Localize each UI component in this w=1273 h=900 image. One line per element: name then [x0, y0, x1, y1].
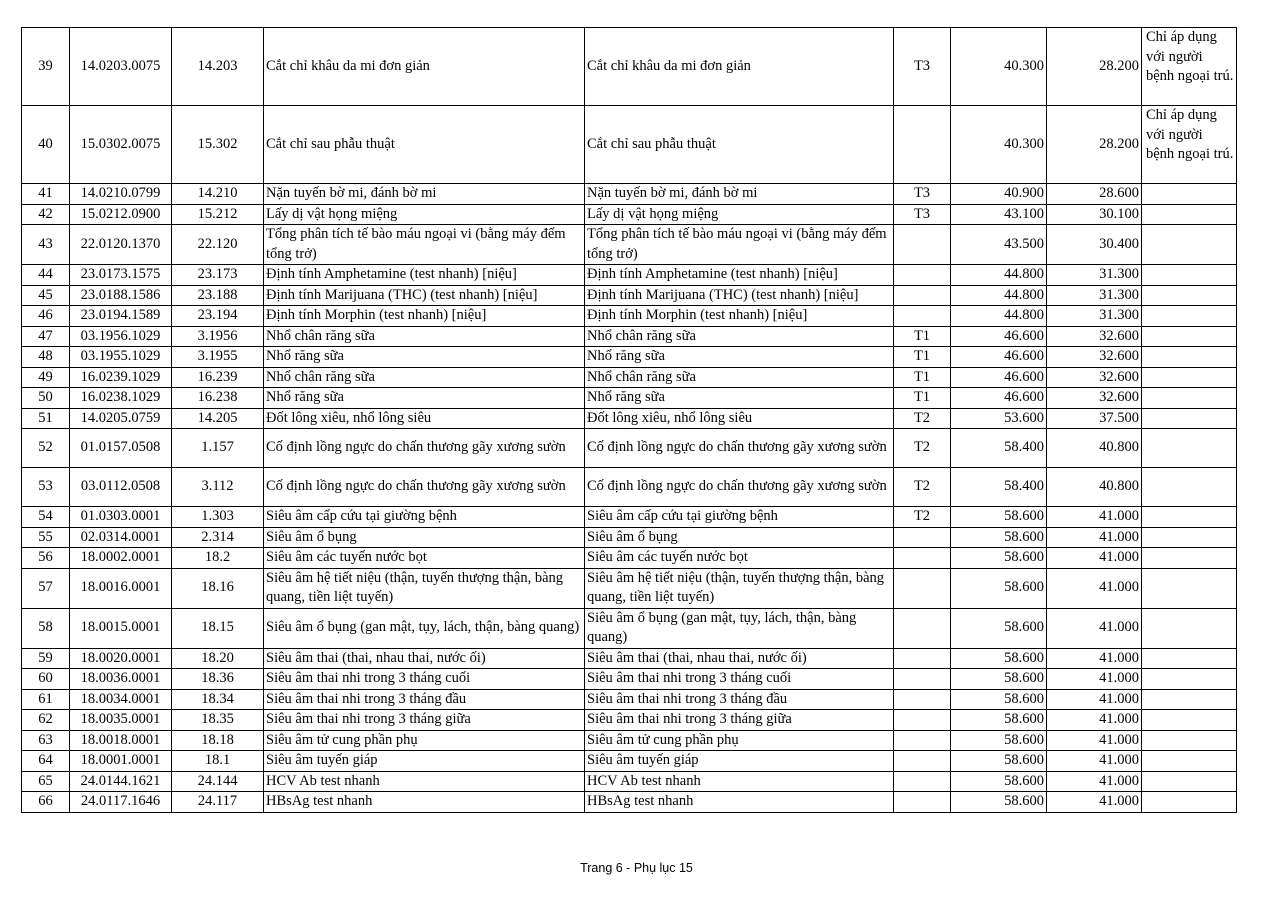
- service-code-cell: 18.0001.0001: [70, 751, 172, 772]
- service-name-approved-cell: Nhổ răng sữa: [585, 388, 894, 409]
- reference-code-cell: 16.238: [172, 388, 264, 409]
- category-cell: [894, 285, 951, 306]
- table-row: [22, 608, 1237, 648]
- row-number-cell: 43: [22, 225, 70, 265]
- note-cell: [1142, 548, 1237, 569]
- service-name-cell: HBsAg test nhanh: [264, 792, 585, 813]
- note-cell: [1142, 751, 1237, 772]
- price-reduced-cell: 41.000: [1047, 710, 1142, 731]
- row-number-cell: 60: [22, 669, 70, 690]
- service-code-cell: 18.0020.0001: [70, 648, 172, 669]
- service-code-cell: 23.0173.1575: [70, 265, 172, 286]
- service-name-cell: Nhổ chân răng sữa: [264, 367, 585, 388]
- category-cell: [894, 568, 951, 608]
- service-name-approved-cell: Nhổ chân răng sữa: [585, 367, 894, 388]
- row-number-cell: 66: [22, 792, 70, 813]
- service-name-approved-cell: Cắt chỉ sau phẫu thuật: [585, 106, 894, 184]
- note-cell: [1142, 285, 1237, 306]
- price-cell: 58.400: [951, 429, 1047, 468]
- reference-code-cell: 24.117: [172, 792, 264, 813]
- service-code-cell: 14.0210.0799: [70, 184, 172, 205]
- reference-code-cell: 16.239: [172, 367, 264, 388]
- category-cell: [894, 265, 951, 286]
- category-cell: T2: [894, 429, 951, 468]
- reference-code-cell: 23.194: [172, 306, 264, 327]
- service-name-approved-cell: Đốt lông xiêu, nhổ lông siêu: [585, 408, 894, 429]
- service-name-approved-cell: Siêu âm thai nhi trong 3 tháng giữa: [585, 710, 894, 731]
- note-cell: [1142, 608, 1237, 648]
- category-cell: T3: [894, 184, 951, 205]
- category-cell: T1: [894, 347, 951, 368]
- service-code-cell: 18.0036.0001: [70, 669, 172, 690]
- category-cell: [894, 225, 951, 265]
- reference-code-cell: 15.212: [172, 204, 264, 225]
- service-name-approved-cell: Siêu âm các tuyến nước bọt: [585, 548, 894, 569]
- table-row: [22, 568, 1237, 608]
- note-cell: Chỉ áp dụng với người bệnh ngoại trú.: [1142, 106, 1237, 184]
- service-code-cell: 18.0015.0001: [70, 608, 172, 648]
- price-reduced-cell: 41.000: [1047, 751, 1142, 772]
- table-row: [22, 751, 1237, 772]
- row-number-cell: 48: [22, 347, 70, 368]
- reference-code-cell: 18.36: [172, 669, 264, 690]
- row-number-cell: 44: [22, 265, 70, 286]
- table-row: [22, 306, 1237, 327]
- category-cell: T1: [894, 388, 951, 409]
- service-name-cell: Siêu âm hệ tiết niệu (thận, tuyến thượng thận, bàng quang, tiền liệt tuyến): [264, 568, 585, 608]
- row-number-cell: 49: [22, 367, 70, 388]
- price-cell: 58.600: [951, 689, 1047, 710]
- row-number-cell: 65: [22, 771, 70, 792]
- reference-code-cell: 23.188: [172, 285, 264, 306]
- category-cell: T2: [894, 507, 951, 528]
- price-cell: 46.600: [951, 388, 1047, 409]
- service-name-approved-cell: Nặn tuyến bờ mi, đánh bờ mi: [585, 184, 894, 205]
- service-name-cell: Siêu âm thai nhi trong 3 tháng cuối: [264, 669, 585, 690]
- service-name-approved-cell: Siêu âm tuyến giáp: [585, 751, 894, 772]
- reference-code-cell: 18.20: [172, 648, 264, 669]
- reference-code-cell: 18.34: [172, 689, 264, 710]
- category-cell: [894, 548, 951, 569]
- row-number-cell: 62: [22, 710, 70, 731]
- table-row: [22, 408, 1237, 429]
- price-cell: 58.600: [951, 507, 1047, 528]
- reference-code-cell: 22.120: [172, 225, 264, 265]
- category-cell: [894, 751, 951, 772]
- reference-code-cell: 14.203: [172, 28, 264, 106]
- price-reduced-cell: 32.600: [1047, 326, 1142, 347]
- note-cell: [1142, 367, 1237, 388]
- note-cell: [1142, 792, 1237, 813]
- price-reduced-cell: 28.200: [1047, 28, 1142, 106]
- row-number-cell: 64: [22, 751, 70, 772]
- price-cell: 46.600: [951, 347, 1047, 368]
- service-code-cell: 15.0212.0900: [70, 204, 172, 225]
- service-name-cell: Cắt chỉ khâu da mi đơn giản: [264, 28, 585, 106]
- service-code-cell: 23.0188.1586: [70, 285, 172, 306]
- price-cell: 58.600: [951, 648, 1047, 669]
- row-number-cell: 59: [22, 648, 70, 669]
- price-reduced-cell: 32.600: [1047, 367, 1142, 388]
- note-cell: [1142, 669, 1237, 690]
- note-cell: [1142, 771, 1237, 792]
- table-row: [22, 388, 1237, 409]
- price-table: [21, 27, 1237, 813]
- price-cell: 58.600: [951, 792, 1047, 813]
- reference-code-cell: 18.35: [172, 710, 264, 731]
- service-name-approved-cell: Nhổ chân răng sữa: [585, 326, 894, 347]
- row-number-cell: 53: [22, 468, 70, 507]
- price-reduced-cell: 32.600: [1047, 388, 1142, 409]
- service-name-approved-cell: Cắt chỉ khâu da mi đơn giản: [585, 28, 894, 106]
- row-number-cell: 46: [22, 306, 70, 327]
- category-cell: [894, 106, 951, 184]
- price-reduced-cell: 31.300: [1047, 306, 1142, 327]
- service-code-cell: 14.0203.0075: [70, 28, 172, 106]
- service-name-cell: Siêu âm tuyến giáp: [264, 751, 585, 772]
- price-reduced-cell: 41.000: [1047, 792, 1142, 813]
- price-reduced-cell: 41.000: [1047, 689, 1142, 710]
- service-name-cell: Cắt chỉ sau phẫu thuật: [264, 106, 585, 184]
- price-reduced-cell: 28.600: [1047, 184, 1142, 205]
- service-name-cell: Siêu âm cấp cứu tại giường bệnh: [264, 507, 585, 528]
- table-row: [22, 648, 1237, 669]
- reference-code-cell: 18.1: [172, 751, 264, 772]
- price-cell: 44.800: [951, 306, 1047, 327]
- service-code-cell: 18.0016.0001: [70, 568, 172, 608]
- price-reduced-cell: 41.000: [1047, 507, 1142, 528]
- row-number-cell: 50: [22, 388, 70, 409]
- price-reduced-cell: 32.600: [1047, 347, 1142, 368]
- service-code-cell: 03.0112.0508: [70, 468, 172, 507]
- price-reduced-cell: 37.500: [1047, 408, 1142, 429]
- table-row: [22, 265, 1237, 286]
- price-reduced-cell: 41.000: [1047, 771, 1142, 792]
- service-code-cell: 15.0302.0075: [70, 106, 172, 184]
- price-cell: 46.600: [951, 326, 1047, 347]
- service-code-cell: 23.0194.1589: [70, 306, 172, 327]
- service-name-approved-cell: Siêu âm tử cung phần phụ: [585, 730, 894, 751]
- table-row: [22, 347, 1237, 368]
- table-row: [22, 771, 1237, 792]
- table-row: [22, 28, 1237, 106]
- reference-code-cell: 3.1956: [172, 326, 264, 347]
- price-cell: 58.600: [951, 669, 1047, 690]
- price-cell: 58.600: [951, 527, 1047, 548]
- service-name-approved-cell: HBsAg test nhanh: [585, 792, 894, 813]
- service-name-approved-cell: Định tính Amphetamine (test nhanh) [niệu]: [585, 265, 894, 286]
- service-code-cell: 24.0144.1621: [70, 771, 172, 792]
- table-row: [22, 792, 1237, 813]
- row-number-cell: 42: [22, 204, 70, 225]
- row-number-cell: 57: [22, 568, 70, 608]
- service-code-cell: 18.0018.0001: [70, 730, 172, 751]
- table-row: [22, 689, 1237, 710]
- service-name-cell: Định tính Morphin (test nhanh) [niệu]: [264, 306, 585, 327]
- category-cell: [894, 669, 951, 690]
- price-cell: 58.600: [951, 568, 1047, 608]
- table-row: [22, 367, 1237, 388]
- page-footer: Trang 6 - Phụ lục 15: [580, 861, 693, 875]
- reference-code-cell: 2.314: [172, 527, 264, 548]
- category-cell: [894, 710, 951, 731]
- service-name-cell: Nặn tuyến bờ mi, đánh bờ mi: [264, 184, 585, 205]
- reference-code-cell: 15.302: [172, 106, 264, 184]
- reference-code-cell: 1.157: [172, 429, 264, 468]
- price-cell: 58.600: [951, 608, 1047, 648]
- price-cell: 58.600: [951, 548, 1047, 569]
- table-row: [22, 527, 1237, 548]
- price-reduced-cell: 31.300: [1047, 285, 1142, 306]
- service-name-cell: Siêu âm thai nhi trong 3 tháng giữa: [264, 710, 585, 731]
- service-code-cell: 18.0035.0001: [70, 710, 172, 731]
- table-row: [22, 429, 1237, 468]
- service-name-approved-cell: Siêu âm thai nhi trong 3 tháng đầu: [585, 689, 894, 710]
- table-row: [22, 468, 1237, 507]
- row-number-cell: 40: [22, 106, 70, 184]
- category-cell: [894, 648, 951, 669]
- service-name-cell: Định tính Amphetamine (test nhanh) [niệu]: [264, 265, 585, 286]
- note-cell: [1142, 507, 1237, 528]
- category-cell: [894, 730, 951, 751]
- service-name-cell: Nhổ răng sữa: [264, 347, 585, 368]
- service-name-cell: Cố định lồng ngực do chấn thương gãy xương sườn: [264, 429, 585, 468]
- price-reduced-cell: 30.400: [1047, 225, 1142, 265]
- service-name-cell: Lấy dị vật họng miệng: [264, 204, 585, 225]
- service-code-cell: 16.0238.1029: [70, 388, 172, 409]
- service-name-approved-cell: Định tính Morphin (test nhanh) [niệu]: [585, 306, 894, 327]
- note-cell: [1142, 710, 1237, 731]
- category-cell: T2: [894, 468, 951, 507]
- row-number-cell: 58: [22, 608, 70, 648]
- service-name-cell: Siêu âm ổ bụng (gan mật, tụy, lách, thận, bàng quang): [264, 608, 585, 648]
- price-cell: 40.300: [951, 106, 1047, 184]
- price-reduced-cell: 31.300: [1047, 265, 1142, 286]
- category-cell: T1: [894, 367, 951, 388]
- row-number-cell: 52: [22, 429, 70, 468]
- note-cell: [1142, 204, 1237, 225]
- service-code-cell: 24.0117.1646: [70, 792, 172, 813]
- service-name-approved-cell: Nhổ răng sữa: [585, 347, 894, 368]
- price-reduced-cell: 41.000: [1047, 527, 1142, 548]
- service-name-cell: Định tính Marijuana (THC) (test nhanh) [niệu]: [264, 285, 585, 306]
- table-row: [22, 204, 1237, 225]
- service-name-approved-cell: Lấy dị vật họng miệng: [585, 204, 894, 225]
- price-reduced-cell: 41.000: [1047, 608, 1142, 648]
- table-row: [22, 730, 1237, 751]
- note-cell: Chỉ áp dụng với người bệnh ngoại trú.: [1142, 28, 1237, 106]
- service-name-cell: Tổng phân tích tế bào máu ngoại vi (bằng máy đếm tổng trở): [264, 225, 585, 265]
- price-cell: 58.600: [951, 751, 1047, 772]
- category-cell: [894, 306, 951, 327]
- service-name-approved-cell: Siêu âm ổ bụng (gan mật, tụy, lách, thận, bàng quang): [585, 608, 894, 648]
- price-reduced-cell: 41.000: [1047, 648, 1142, 669]
- service-name-cell: Cố định lồng ngực do chấn thương gãy xương sườn: [264, 468, 585, 507]
- table-row: [22, 225, 1237, 265]
- service-name-cell: HCV Ab test nhanh: [264, 771, 585, 792]
- note-cell: [1142, 648, 1237, 669]
- note-cell: [1142, 306, 1237, 327]
- service-code-cell: 02.0314.0001: [70, 527, 172, 548]
- note-cell: [1142, 388, 1237, 409]
- category-cell: T3: [894, 28, 951, 106]
- row-number-cell: 45: [22, 285, 70, 306]
- note-cell: [1142, 326, 1237, 347]
- note-cell: [1142, 265, 1237, 286]
- service-name-approved-cell: Cố định lồng ngực do chấn thương gãy xương sườn: [585, 429, 894, 468]
- row-number-cell: 51: [22, 408, 70, 429]
- reference-code-cell: 14.205: [172, 408, 264, 429]
- price-reduced-cell: 41.000: [1047, 568, 1142, 608]
- service-code-cell: 22.0120.1370: [70, 225, 172, 265]
- reference-code-cell: 3.1955: [172, 347, 264, 368]
- row-number-cell: 63: [22, 730, 70, 751]
- price-reduced-cell: 30.100: [1047, 204, 1142, 225]
- price-reduced-cell: 28.200: [1047, 106, 1142, 184]
- table-row: [22, 106, 1237, 184]
- service-name-approved-cell: Siêu âm ổ bụng: [585, 527, 894, 548]
- category-cell: [894, 792, 951, 813]
- price-cell: 46.600: [951, 367, 1047, 388]
- note-cell: [1142, 730, 1237, 751]
- category-cell: [894, 608, 951, 648]
- price-reduced-cell: 40.800: [1047, 429, 1142, 468]
- service-name-approved-cell: Siêu âm cấp cứu tại giường bệnh: [585, 507, 894, 528]
- price-cell: 44.800: [951, 285, 1047, 306]
- price-reduced-cell: 41.000: [1047, 548, 1142, 569]
- table-row: [22, 326, 1237, 347]
- price-cell: 53.600: [951, 408, 1047, 429]
- row-number-cell: 61: [22, 689, 70, 710]
- price-cell: 44.800: [951, 265, 1047, 286]
- service-name-approved-cell: Siêu âm thai (thai, nhau thai, nước ối): [585, 648, 894, 669]
- service-name-cell: Nhổ răng sữa: [264, 388, 585, 409]
- service-code-cell: 01.0157.0508: [70, 429, 172, 468]
- price-cell: 40.900: [951, 184, 1047, 205]
- service-name-cell: Đốt lông xiêu, nhổ lông siêu: [264, 408, 585, 429]
- service-code-cell: 01.0303.0001: [70, 507, 172, 528]
- reference-code-cell: 14.210: [172, 184, 264, 205]
- service-name-approved-cell: Siêu âm thai nhi trong 3 tháng cuối: [585, 669, 894, 690]
- table-row: [22, 669, 1237, 690]
- price-cell: 58.600: [951, 771, 1047, 792]
- note-cell: [1142, 527, 1237, 548]
- service-code-cell: 14.0205.0759: [70, 408, 172, 429]
- category-cell: T3: [894, 204, 951, 225]
- row-number-cell: 54: [22, 507, 70, 528]
- service-name-approved-cell: Tổng phân tích tế bào máu ngoại vi (bằng máy đếm tổng trở): [585, 225, 894, 265]
- reference-code-cell: 18.15: [172, 608, 264, 648]
- row-number-cell: 47: [22, 326, 70, 347]
- reference-code-cell: 3.112: [172, 468, 264, 507]
- category-cell: T2: [894, 408, 951, 429]
- reference-code-cell: 23.173: [172, 265, 264, 286]
- note-cell: [1142, 568, 1237, 608]
- category-cell: [894, 771, 951, 792]
- price-reduced-cell: 40.800: [1047, 468, 1142, 507]
- service-name-approved-cell: Cố định lồng ngực do chấn thương gãy xương sườn: [585, 468, 894, 507]
- row-number-cell: 41: [22, 184, 70, 205]
- note-cell: [1142, 468, 1237, 507]
- service-code-cell: 18.0002.0001: [70, 548, 172, 569]
- note-cell: [1142, 347, 1237, 368]
- reference-code-cell: 24.144: [172, 771, 264, 792]
- category-cell: [894, 527, 951, 548]
- service-name-cell: Siêu âm các tuyến nước bọt: [264, 548, 585, 569]
- reference-code-cell: 1.303: [172, 507, 264, 528]
- service-name-cell: Siêu âm thai nhi trong 3 tháng đầu: [264, 689, 585, 710]
- reference-code-cell: 18.16: [172, 568, 264, 608]
- service-code-cell: 18.0034.0001: [70, 689, 172, 710]
- price-reduced-cell: 41.000: [1047, 669, 1142, 690]
- table-row: [22, 710, 1237, 731]
- service-code-cell: 03.1955.1029: [70, 347, 172, 368]
- row-number-cell: 56: [22, 548, 70, 569]
- category-cell: T1: [894, 326, 951, 347]
- table-row: [22, 548, 1237, 569]
- price-cell: 58.400: [951, 468, 1047, 507]
- service-name-approved-cell: Định tính Marijuana (THC) (test nhanh) [niệu]: [585, 285, 894, 306]
- note-cell: [1142, 429, 1237, 468]
- price-cell: 43.500: [951, 225, 1047, 265]
- service-name-cell: Siêu âm ổ bụng: [264, 527, 585, 548]
- service-code-cell: 16.0239.1029: [70, 367, 172, 388]
- price-cell: 58.600: [951, 710, 1047, 731]
- category-cell: [894, 689, 951, 710]
- reference-code-cell: 18.18: [172, 730, 264, 751]
- row-number-cell: 55: [22, 527, 70, 548]
- service-name-cell: Nhổ chân răng sữa: [264, 326, 585, 347]
- note-cell: [1142, 225, 1237, 265]
- table-row: [22, 184, 1237, 205]
- service-name-cell: Siêu âm thai (thai, nhau thai, nước ối): [264, 648, 585, 669]
- service-name-cell: Siêu âm tử cung phần phụ: [264, 730, 585, 751]
- price-reduced-cell: 41.000: [1047, 730, 1142, 751]
- note-cell: [1142, 184, 1237, 205]
- service-name-approved-cell: HCV Ab test nhanh: [585, 771, 894, 792]
- price-cell: 40.300: [951, 28, 1047, 106]
- table-row: [22, 285, 1237, 306]
- reference-code-cell: 18.2: [172, 548, 264, 569]
- table-row: [22, 507, 1237, 528]
- note-cell: [1142, 689, 1237, 710]
- price-cell: 58.600: [951, 730, 1047, 751]
- row-number-cell: 39: [22, 28, 70, 106]
- price-cell: 43.100: [951, 204, 1047, 225]
- service-name-approved-cell: Siêu âm hệ tiết niệu (thận, tuyến thượng thận, bàng quang, tiền liệt tuyến): [585, 568, 894, 608]
- service-code-cell: 03.1956.1029: [70, 326, 172, 347]
- note-cell: [1142, 408, 1237, 429]
